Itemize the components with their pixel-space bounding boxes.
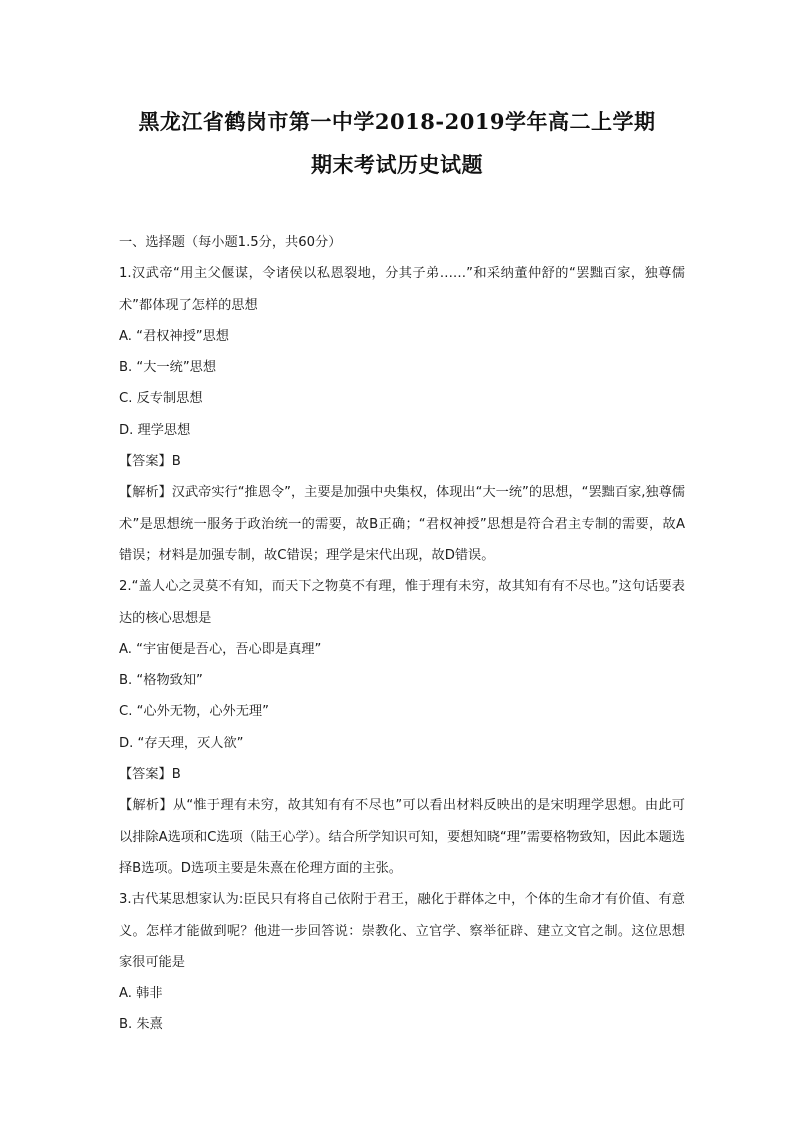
option-c: C. “心外无物，心外无理”: [119, 704, 269, 720]
analysis: 【解析】从“惟于理有未穷，故其知有有不尽也”可以看出材料反映出的是宋明理学思想。由此可以排除A选项和C选项（陆王心学）。结合所学知识可知，要想知晓“理”需要格物致知，因此本题选择B选项。D选项主要是朱熹在伦理方面的主张。: [119, 798, 685, 876]
option-b: B. 朱熹: [119, 1017, 163, 1033]
question-stem: 3.古代某思想家认为:臣民只有将自己依附于君王，融化于群体之中，个体的生命才有价值、有意义。怎样才能做到呢？他进一步回答说：崇教化、立官学、察举征辟、建立文官之制。这位思想家很可能是: [119, 892, 685, 970]
answer: 【答案】B: [119, 767, 181, 783]
option-b: B. “格物致知”: [119, 673, 203, 689]
question-2: [119, 571, 685, 884]
option-b: B. “大一统”思想: [119, 360, 217, 376]
option-a: A. 韩非: [119, 986, 163, 1002]
document-body: [119, 227, 685, 1041]
option-d: D. 理学思想: [119, 422, 191, 438]
document-title-line-1: 黑龙江省鹤岗市第一中学2018-2019学年高二上学期: [138, 109, 656, 134]
section-heading: 一、选择题（每小题1.5分，共60分）: [119, 235, 342, 250]
question-stem: 2.“盖人心之灵莫不有知，而天下之物莫不有理，惟于理有未穷，故其知有有不尽也。”这句话要表达的核心思想是: [119, 579, 685, 626]
document-title-line-2: 期末考试历史试题: [311, 152, 483, 177]
answer: 【答案】B: [119, 454, 181, 470]
analysis: 【解析】汉武帝实行“推恩令”，主要是加强中央集权，体现出“大一统”的思想，“罢黜百家,独尊儒术”是思想统一服务于政治统一的需要，故B正确；“君权神授”思想是符合君主专制的需要，故A错误；材料是加强专制，故C错误；理学是宋代出现，故D错误。: [119, 485, 685, 563]
option-a: A. “宇宙便是吾心，吾心即是真理”: [119, 641, 322, 657]
option-c: C. 反专制思想: [119, 391, 203, 407]
question-1: [119, 258, 685, 571]
question-3: [119, 884, 685, 1040]
option-a: A. “君权神授”思想: [119, 328, 229, 344]
question-stem: 1.汉武帝“用主父偃谋，令诸侯以私恩裂地，分其子弟……”和采纳董仲舒的“罢黜百家，独尊儒术”都体现了怎样的思想: [119, 266, 685, 313]
option-d: D. “存天理，灭人欲”: [119, 735, 244, 751]
